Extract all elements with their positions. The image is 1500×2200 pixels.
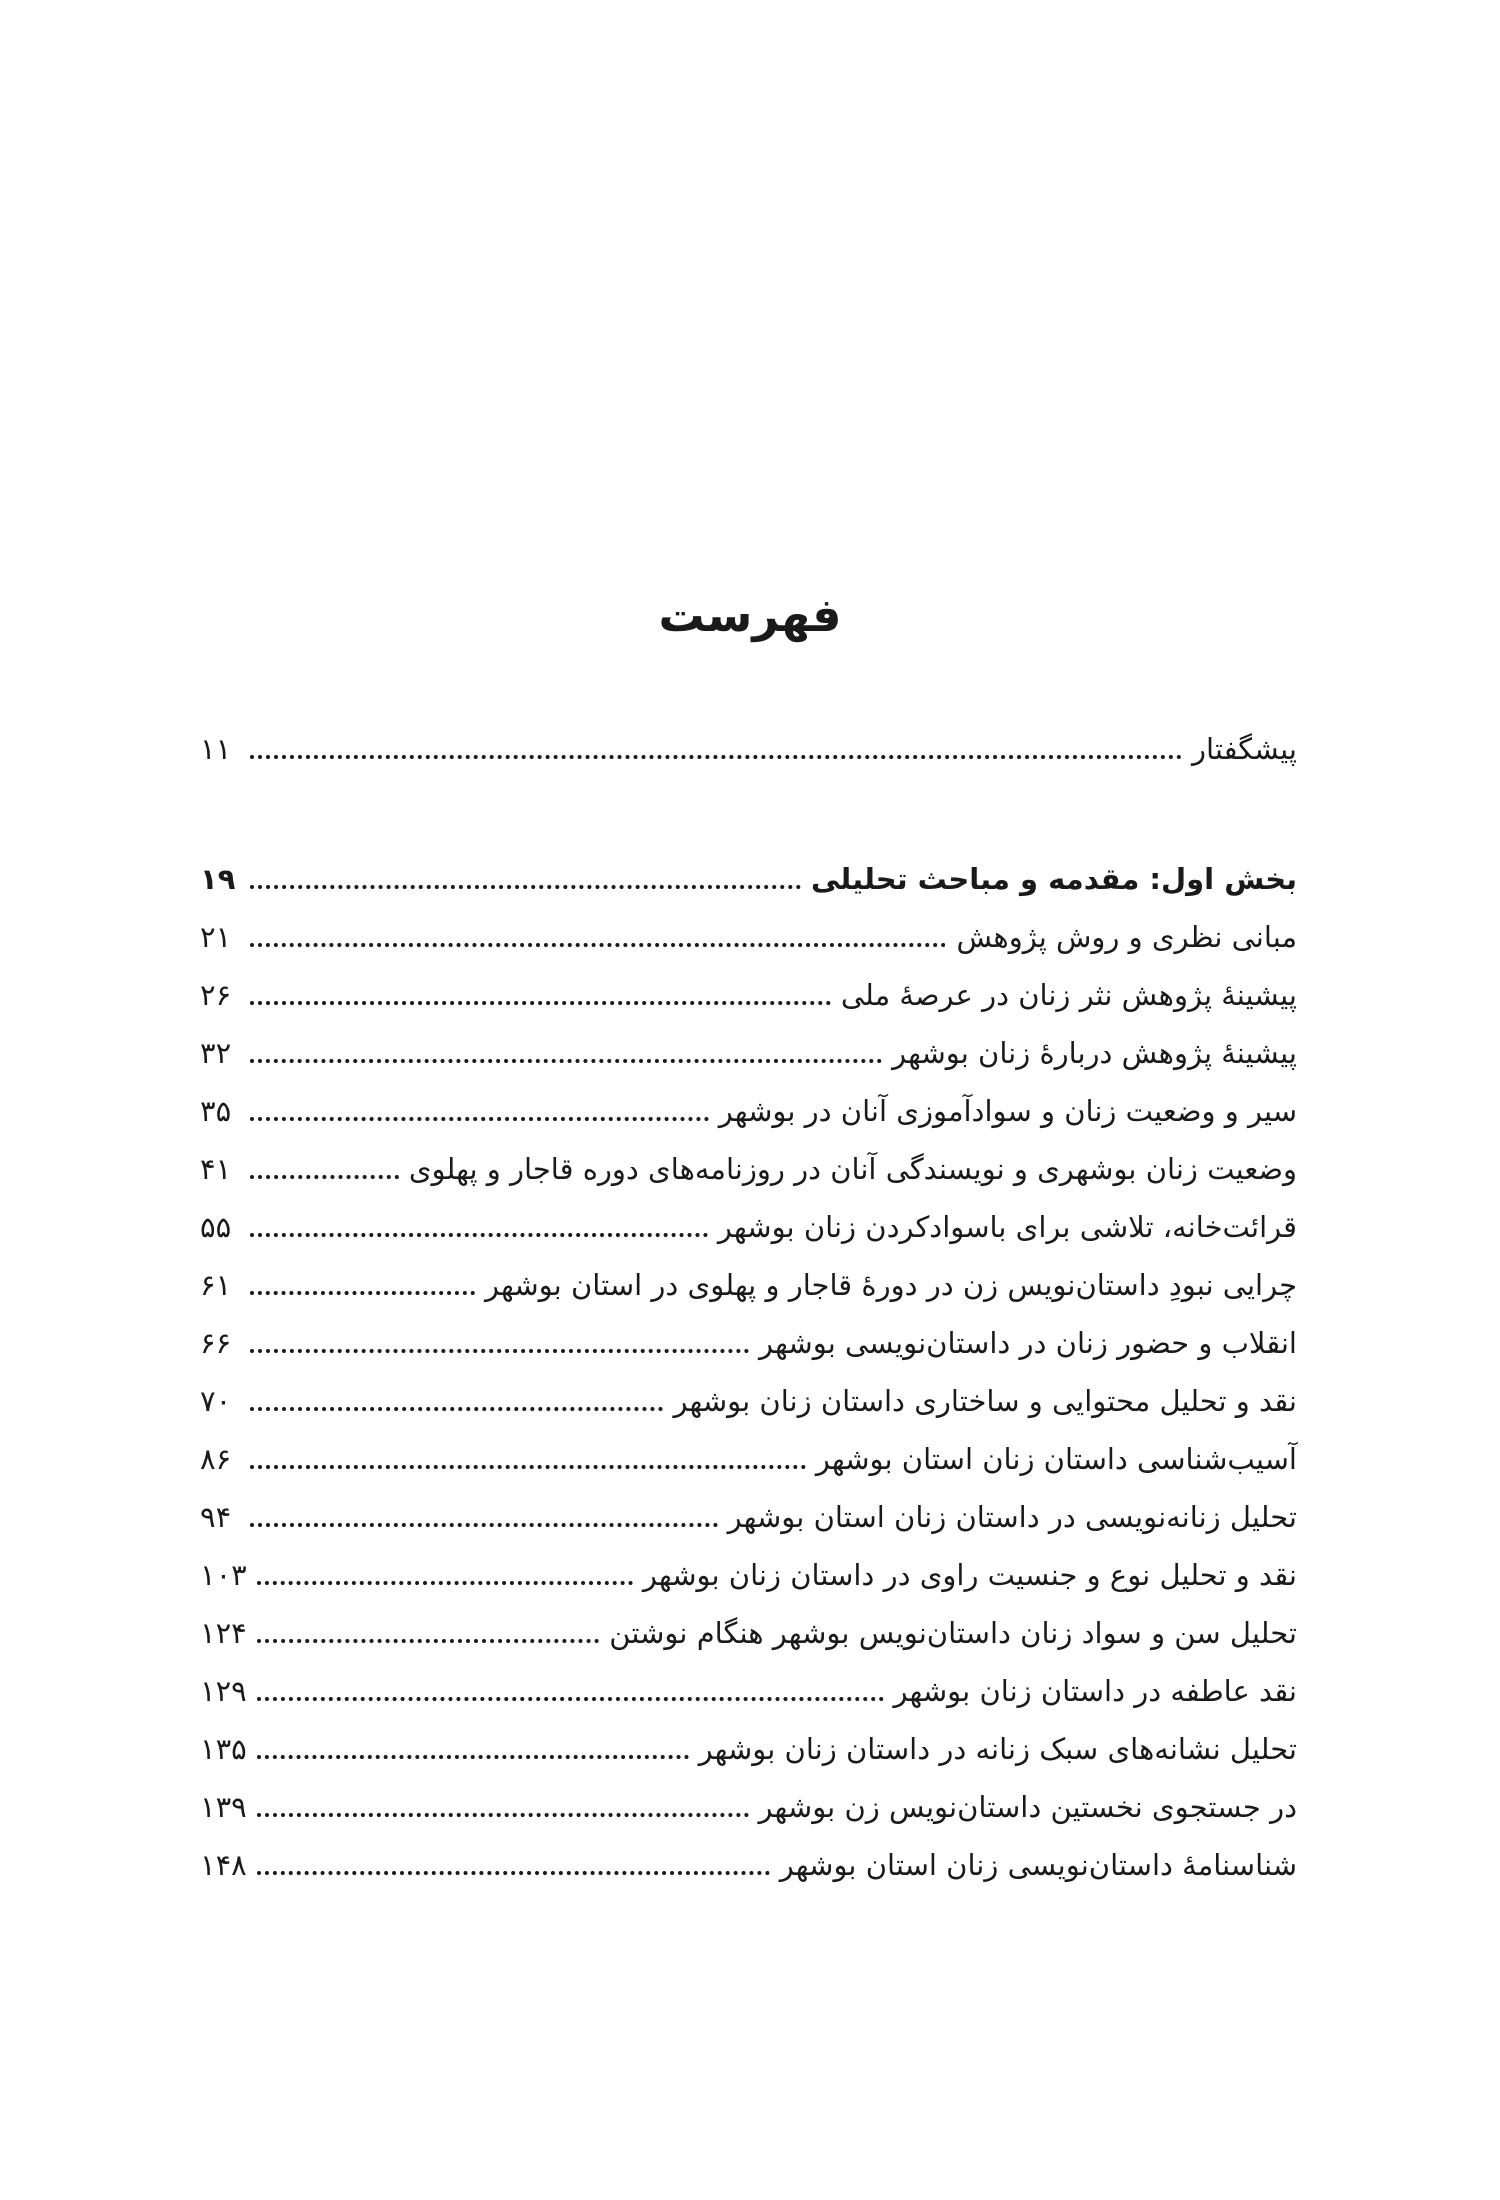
toc-entry-title: تحلیل نشانه‌های سبک زنانه در داستان زنان بوشهر xyxy=(698,1732,1297,1766)
toc-entry[interactable] xyxy=(200,1029,1297,1077)
toc-page-number: ۳۲ xyxy=(200,1036,232,1070)
toc-entry[interactable] xyxy=(200,1319,1297,1367)
dot-leader xyxy=(250,1175,399,1179)
page-title: فهرست xyxy=(658,588,842,642)
toc-entry-title: انقلاب و حضور زنان در داستان‌نویسی بوشهر xyxy=(759,1326,1297,1360)
dot-leader xyxy=(257,1639,600,1643)
toc-page-number: ۸۶ xyxy=(200,1442,232,1476)
toc-entry-title: در جستجوی نخستین داستان‌نویس زن بوشهر xyxy=(758,1790,1297,1824)
toc-entry[interactable] xyxy=(200,1261,1297,1309)
toc-entry-title: تحلیل زنانه‌نویسی در داستان زنان استان بوشهر xyxy=(727,1500,1297,1534)
toc-entry-preface[interactable] xyxy=(200,725,1297,773)
toc-page-number: ۶۶ xyxy=(200,1326,232,1360)
toc-entry-title: نقد و تحلیل محتوایی و ساختاری داستان زنان بوشهر xyxy=(673,1384,1297,1418)
dot-leader xyxy=(250,1001,831,1005)
toc-page-number: ۱۳۵ xyxy=(200,1732,247,1766)
toc-entry[interactable] xyxy=(200,971,1297,1019)
toc-page-number: ۶۱ xyxy=(200,1268,232,1302)
toc-entry[interactable] xyxy=(200,1783,1297,1831)
toc-entry-title: پیشینۀ پژوهش نثر زنان در عرصۀ ملی xyxy=(840,978,1297,1012)
toc-entry-title: تحلیل سن و سواد زنان داستان‌نویس بوشهر هنگام نوشتن xyxy=(609,1616,1297,1650)
toc-entry[interactable] xyxy=(200,1377,1297,1425)
dot-leader xyxy=(250,755,1182,759)
toc-entry-title: پیشینۀ پژوهش دربارۀ زنان بوشهر xyxy=(892,1036,1297,1070)
toc-entry-title: قرائت‌خانه، تلاشی برای باسوادکردن زنان بوشهر xyxy=(717,1210,1297,1244)
toc-entry[interactable] xyxy=(200,1725,1297,1773)
toc-page-number: ۱۴۸ xyxy=(200,1848,247,1882)
toc-entry[interactable] xyxy=(200,1087,1297,1135)
dot-leader xyxy=(250,1465,806,1469)
toc-entry[interactable] xyxy=(200,1145,1297,1193)
dot-leader xyxy=(257,1697,884,1701)
toc-page-number: ۱۰۳ xyxy=(200,1558,247,1592)
toc-entry[interactable] xyxy=(200,1667,1297,1715)
toc-page-number: ۷۰ xyxy=(200,1384,232,1418)
toc-entry-title: نقد عاطفه در داستان زنان بوشهر xyxy=(893,1674,1297,1708)
toc-entry[interactable] xyxy=(200,1203,1297,1251)
dot-leader xyxy=(250,1523,718,1527)
toc-page-number: ۳۵ xyxy=(200,1094,232,1128)
toc-page-number: ۱۲۹ xyxy=(200,1674,247,1708)
toc-page-number: ۱۲۴ xyxy=(200,1616,247,1650)
toc-entry-title: وضعیت زنان بوشهری و نویسندگی آنان در روزنامه‌های دوره قاجار و پهلوی xyxy=(408,1152,1297,1186)
dot-leader xyxy=(257,1581,633,1585)
toc-page-number: ۱۳۹ xyxy=(200,1790,247,1824)
dot-leader xyxy=(257,1755,689,1759)
toc-page-number: ۹۴ xyxy=(200,1500,232,1534)
toc-page-number: ۵۵ xyxy=(200,1210,232,1244)
toc-entry[interactable] xyxy=(200,1493,1297,1541)
toc-entry-title: چرایی نبودِ داستان‌نویس زن در دورۀ قاجار و پهلوی در استان بوشهر xyxy=(485,1268,1297,1302)
dot-leader xyxy=(250,1407,663,1411)
toc-page-number: ۲۱ xyxy=(200,920,232,954)
dot-leader xyxy=(250,885,801,889)
dot-leader xyxy=(250,1349,749,1353)
toc-entry[interactable] xyxy=(200,1609,1297,1657)
dot-leader xyxy=(250,1059,882,1063)
toc-page-number: ۱۱ xyxy=(200,732,232,766)
dot-leader xyxy=(250,943,946,947)
toc-entry[interactable] xyxy=(200,1435,1297,1483)
toc-page-number: ۱۹ xyxy=(200,862,236,896)
toc-entry-title: پیشگفتار xyxy=(1192,732,1297,766)
toc-entry-title: نقد و تحلیل نوع و جنسیت راوی در داستان زنان بوشهر xyxy=(642,1558,1297,1592)
toc-entry[interactable] xyxy=(200,1841,1297,1889)
dot-leader xyxy=(250,1291,475,1295)
toc-page-number: ۲۶ xyxy=(200,978,232,1012)
dot-leader xyxy=(250,1117,709,1121)
toc-entry-title: مبانی نظری و روش پژوهش xyxy=(956,920,1297,954)
dot-leader xyxy=(257,1871,770,1875)
toc-entry-title: شناسنامۀ داستان‌نویسی زنان استان بوشهر xyxy=(779,1848,1297,1882)
toc-section-heading[interactable] xyxy=(200,855,1297,903)
dot-leader xyxy=(257,1813,749,1817)
toc-entry-title: سیر و وضعیت زنان و سوادآموزی آنان در بوشهر xyxy=(718,1094,1297,1128)
toc-entry-title: آسیب‌شناسی داستان زنان استان بوشهر xyxy=(815,1442,1297,1476)
toc-page-number: ۴۱ xyxy=(200,1152,232,1186)
dot-leader xyxy=(250,1233,708,1237)
toc-entry[interactable] xyxy=(200,913,1297,961)
toc-entry[interactable] xyxy=(200,1551,1297,1599)
toc-section-title: بخش اول: مقدمه و مباحث تحلیلی xyxy=(810,862,1297,896)
